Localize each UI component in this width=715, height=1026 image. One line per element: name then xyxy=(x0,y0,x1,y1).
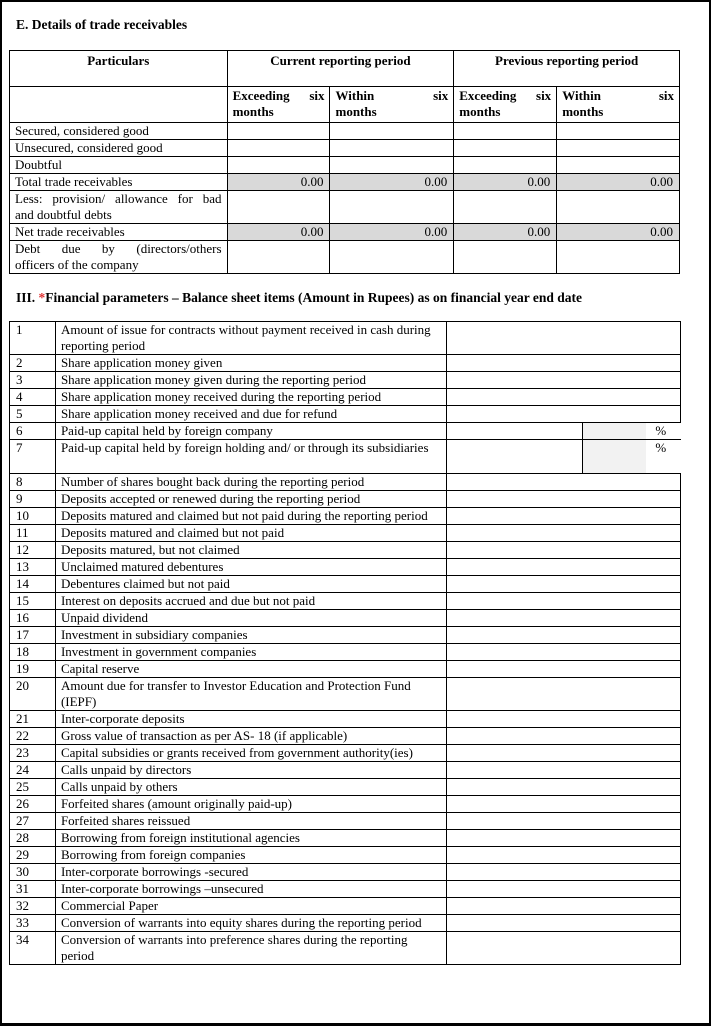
item-description: Unpaid dividend xyxy=(55,610,446,627)
item-description: Inter-corporate deposits xyxy=(55,711,446,728)
item-amount-input[interactable] xyxy=(447,711,681,728)
item-description: Calls unpaid by directors xyxy=(55,762,446,779)
item-number: 34 xyxy=(10,932,56,965)
input-previous-exceeding[interactable] xyxy=(454,191,557,224)
item-amount-input[interactable] xyxy=(447,644,681,661)
table-row xyxy=(10,728,681,745)
item-number: 30 xyxy=(10,864,56,881)
item-amount-input[interactable] xyxy=(447,559,681,576)
item-description: Inter-corporate borrowings -secured xyxy=(55,864,446,881)
item-amount-input[interactable] xyxy=(447,389,681,406)
item-number: 17 xyxy=(10,627,56,644)
item-amount-input[interactable] xyxy=(447,678,681,711)
item-amount-input[interactable] xyxy=(447,542,681,559)
item-amount-input[interactable] xyxy=(447,508,681,525)
header-current-within: Within six months xyxy=(330,87,454,123)
item-amount-input[interactable] xyxy=(447,627,681,644)
item-amount-input[interactable] xyxy=(447,898,681,915)
row-label: Secured, considered good xyxy=(10,123,228,140)
table-row xyxy=(10,796,681,813)
item-description: Borrowing from foreign companies xyxy=(55,847,446,864)
table-row xyxy=(10,898,681,915)
item-number: 3 xyxy=(10,372,56,389)
table-row xyxy=(10,440,681,474)
table-row xyxy=(10,508,681,525)
item-amount-input[interactable] xyxy=(447,728,681,745)
item-amount-input[interactable] xyxy=(447,372,681,389)
item-description: Number of shares bought back during the reporting period xyxy=(55,474,446,491)
input-previous-exceeding[interactable] xyxy=(454,241,557,274)
table-row xyxy=(10,661,681,678)
item-description: Forfeited shares (amount originally paid-up) xyxy=(55,796,446,813)
item-amount-input[interactable] xyxy=(447,915,681,932)
item-number: 4 xyxy=(10,389,56,406)
table-row xyxy=(10,525,681,542)
table-row xyxy=(10,355,681,372)
header-particulars: Particulars xyxy=(10,51,228,87)
table-row xyxy=(10,864,681,881)
item-amount-input[interactable] xyxy=(447,593,681,610)
input-previous-exceeding[interactable] xyxy=(454,123,557,140)
item-number: 2 xyxy=(10,355,56,372)
net-previous-exceeding: 0.00 xyxy=(454,224,557,241)
table-row xyxy=(10,881,681,898)
item-description: Capital reserve xyxy=(55,661,446,678)
item-number: 24 xyxy=(10,762,56,779)
input-current-exceeding[interactable] xyxy=(227,241,330,274)
table-row xyxy=(10,474,681,491)
header-previous-period: Previous reporting period xyxy=(454,51,680,87)
input-previous-exceeding[interactable] xyxy=(454,157,557,174)
item-amount-input[interactable] xyxy=(447,745,681,762)
table-row xyxy=(10,576,681,593)
table-row-net xyxy=(10,224,680,241)
item-number: 5 xyxy=(10,406,56,423)
item-number: 31 xyxy=(10,881,56,898)
item-number: 20 xyxy=(10,678,56,711)
input-previous-within[interactable] xyxy=(557,140,680,157)
item-number: 1 xyxy=(10,322,56,355)
item-number: 33 xyxy=(10,915,56,932)
input-current-within[interactable] xyxy=(330,241,454,274)
item-number: 14 xyxy=(10,576,56,593)
total-current-within: 0.00 xyxy=(330,174,454,191)
item-description: Amount due for transfer to Investor Education and Protection Fund (IEPF) xyxy=(55,678,446,711)
percentage-input[interactable] xyxy=(582,440,646,473)
item-amount-input[interactable] xyxy=(447,881,681,898)
row-label: Doubtful xyxy=(10,157,228,174)
table-row xyxy=(10,745,681,762)
item-number: 12 xyxy=(10,542,56,559)
item-number: 25 xyxy=(10,779,56,796)
table-row xyxy=(10,678,681,711)
item-number: 15 xyxy=(10,593,56,610)
item-description: Deposits matured and claimed but not paid during the reporting period xyxy=(55,508,446,525)
item-description: Paid-up capital held by foreign holding and/ or through its subsidiaries xyxy=(55,440,446,474)
item-amount-input[interactable] xyxy=(447,406,681,423)
item-number: 29 xyxy=(10,847,56,864)
item-number: 21 xyxy=(10,711,56,728)
item-description: Interest on deposits accrued and due but not paid xyxy=(55,593,446,610)
table-row xyxy=(10,830,681,847)
item-number: 9 xyxy=(10,491,56,508)
item-amount-input[interactable] xyxy=(447,491,681,508)
item-number: 19 xyxy=(10,661,56,678)
table-row xyxy=(10,389,681,406)
item-description: Inter-corporate borrowings –unsecured xyxy=(55,881,446,898)
table-row xyxy=(10,644,681,661)
item-description: Debentures claimed but not paid xyxy=(55,576,446,593)
total-previous-within: 0.00 xyxy=(557,174,680,191)
item-number: 26 xyxy=(10,796,56,813)
item-number: 27 xyxy=(10,813,56,830)
item-number: 7 xyxy=(10,440,56,474)
item-amount-input[interactable] xyxy=(447,796,681,813)
item-amount-input[interactable] xyxy=(447,779,681,796)
item-description: Share application money received during the reporting period xyxy=(55,389,446,406)
table-row xyxy=(10,627,681,644)
item-number: 32 xyxy=(10,898,56,915)
table-row xyxy=(10,140,680,157)
table-row xyxy=(10,157,680,174)
header-previous-exceeding: Exceeding six months xyxy=(454,87,557,123)
table-row xyxy=(10,123,680,140)
item-amount-input[interactable] xyxy=(447,576,681,593)
input-current-exceeding[interactable] xyxy=(227,123,330,140)
table-row xyxy=(10,779,681,796)
table-row xyxy=(10,559,681,576)
row-label: Net trade receivables xyxy=(10,224,228,241)
table-row xyxy=(10,542,681,559)
total-current-exceeding: 0.00 xyxy=(227,174,330,191)
item-description: Amount of issue for contracts without payment received in cash during reporting period xyxy=(55,322,446,355)
item-number: 23 xyxy=(10,745,56,762)
trade-receivables-table xyxy=(9,50,680,274)
table-row xyxy=(10,406,681,423)
item-description: Calls unpaid by others xyxy=(55,779,446,796)
item-description: Conversion of warrants into preference shares during the reporting period xyxy=(55,932,446,965)
header-current-exceeding: Exceeding six months xyxy=(227,87,330,123)
table-row xyxy=(10,593,681,610)
percent-sign: % xyxy=(655,440,667,455)
item-description: Unclaimed matured debentures xyxy=(55,559,446,576)
input-previous-within[interactable] xyxy=(557,157,680,174)
header-previous-within: Within six months xyxy=(557,87,680,123)
table-row xyxy=(10,241,680,274)
section-iii-title: III. *Financial parameters – Balance sheet items (Amount in Rupees) as on financial year end date xyxy=(16,290,582,305)
item-description: Investment in government companies xyxy=(55,644,446,661)
item-number: 11 xyxy=(10,525,56,542)
percentage-input[interactable] xyxy=(582,423,646,439)
item-description: Capital subsidies or grants received from government authority(ies) xyxy=(55,745,446,762)
item-number: 13 xyxy=(10,559,56,576)
net-current-exceeding: 0.00 xyxy=(227,224,330,241)
item-description: Share application money received and due for refund xyxy=(55,406,446,423)
header-current-period: Current reporting period xyxy=(227,51,454,87)
table-row xyxy=(10,932,681,965)
item-number: 16 xyxy=(10,610,56,627)
item-description: Deposits matured, but not claimed xyxy=(55,542,446,559)
table-row xyxy=(10,610,681,627)
table-row xyxy=(10,762,681,779)
required-asterisk: * xyxy=(38,290,46,305)
item-description: Deposits accepted or renewed during the reporting period xyxy=(55,491,446,508)
item-number: 6 xyxy=(10,423,56,440)
table-row xyxy=(10,915,681,932)
item-description: Commercial Paper xyxy=(55,898,446,915)
item-number: 22 xyxy=(10,728,56,745)
input-previous-exceeding[interactable] xyxy=(454,140,557,157)
table-row xyxy=(10,711,681,728)
input-current-exceeding[interactable] xyxy=(227,191,330,224)
item-amount-input[interactable] xyxy=(447,932,681,965)
input-current-exceeding[interactable] xyxy=(227,140,330,157)
item-amount-input[interactable] xyxy=(447,525,681,542)
input-previous-within[interactable] xyxy=(557,191,680,224)
item-description: Conversion of warrants into equity shares during the reporting period xyxy=(55,915,446,932)
item-amount-input[interactable] xyxy=(447,355,681,372)
input-current-within[interactable] xyxy=(330,191,454,224)
input-current-within[interactable] xyxy=(330,140,454,157)
input-previous-within[interactable] xyxy=(557,123,680,140)
table-row xyxy=(10,423,681,440)
table-row xyxy=(10,191,680,224)
input-previous-within[interactable] xyxy=(557,241,680,274)
item-amount-input[interactable] xyxy=(447,474,681,491)
table-row xyxy=(10,813,681,830)
item-description: Share application money given during the reporting period xyxy=(55,372,446,389)
input-current-within[interactable] xyxy=(330,157,454,174)
item-description: Forfeited shares reissued xyxy=(55,813,446,830)
input-current-exceeding[interactable] xyxy=(227,157,330,174)
item-amount-input[interactable] xyxy=(447,440,681,474)
item-amount-input[interactable] xyxy=(447,830,681,847)
item-amount-input[interactable] xyxy=(447,423,681,440)
financial-parameters-table xyxy=(9,321,681,965)
net-previous-within: 0.00 xyxy=(557,224,680,241)
header-blank xyxy=(10,87,228,123)
item-amount-input[interactable] xyxy=(447,322,681,355)
table-row xyxy=(10,491,681,508)
row-label: Debt due by (directors/others officers of the company xyxy=(10,241,228,274)
table-row xyxy=(10,847,681,864)
item-amount-input[interactable] xyxy=(447,610,681,627)
item-number: 28 xyxy=(10,830,56,847)
item-description: Paid-up capital held by foreign company xyxy=(55,423,446,440)
total-previous-exceeding: 0.00 xyxy=(454,174,557,191)
row-label: Less: provision/ allowance for bad and doubtful debts xyxy=(10,191,228,224)
table-row-total xyxy=(10,174,680,191)
percent-sign: % xyxy=(655,423,667,438)
item-description: Gross value of transaction as per AS- 18 (if applicable) xyxy=(55,728,446,745)
table-row xyxy=(10,322,681,355)
item-description: Investment in subsidiary companies xyxy=(55,627,446,644)
section-e-title: E. Details of trade receivables xyxy=(16,17,188,32)
item-amount-input[interactable] xyxy=(447,762,681,779)
item-amount-input[interactable] xyxy=(447,864,681,881)
row-label: Unsecured, considered good xyxy=(10,140,228,157)
row-label: Total trade receivables xyxy=(10,174,228,191)
item-description: Borrowing from foreign institutional agencies xyxy=(55,830,446,847)
item-description: Share application money given xyxy=(55,355,446,372)
item-amount-input[interactable] xyxy=(447,661,681,678)
input-current-within[interactable] xyxy=(330,123,454,140)
item-number: 8 xyxy=(10,474,56,491)
item-description: Deposits matured and claimed but not paid xyxy=(55,525,446,542)
net-current-within: 0.00 xyxy=(330,224,454,241)
item-number: 18 xyxy=(10,644,56,661)
item-amount-input[interactable] xyxy=(447,847,681,864)
item-number: 10 xyxy=(10,508,56,525)
table-row xyxy=(10,372,681,389)
item-amount-input[interactable] xyxy=(447,813,681,830)
